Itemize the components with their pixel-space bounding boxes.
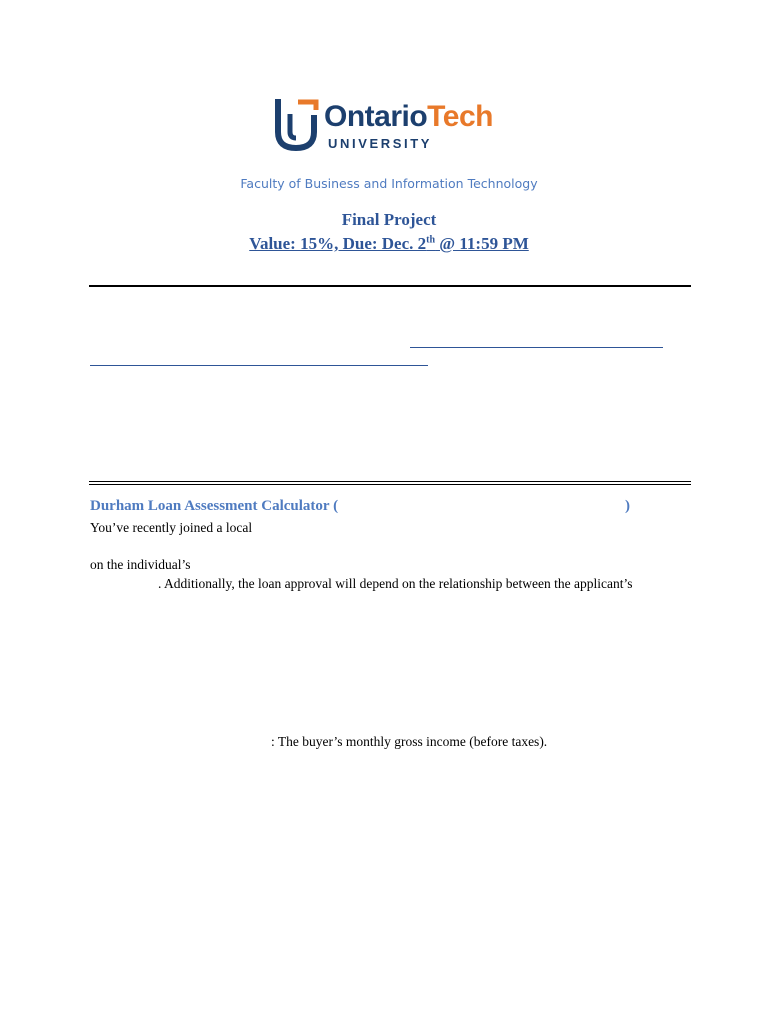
logo-mark-icon bbox=[272, 98, 322, 154]
section-heading-close: ) bbox=[625, 498, 630, 514]
section-heading: Durham Loan Assessment Calculator ( bbox=[90, 498, 339, 514]
value-due-prefix: Value: 15%, Due: Dec. 2 bbox=[249, 234, 427, 253]
value-due-suffix: @ 11:59 PM bbox=[435, 234, 529, 253]
project-title: Final Project bbox=[341, 210, 437, 229]
logo-subtitle: UNIVERSITY bbox=[328, 136, 433, 151]
logo-brand-part2: Tech bbox=[427, 100, 493, 133]
divider-double-upper bbox=[89, 481, 691, 482]
value-due-line bbox=[0, 234, 768, 254]
divider-top bbox=[89, 285, 691, 287]
paragraph-individual: on the individual’s bbox=[90, 557, 191, 572]
date-ordinal-suffix: th bbox=[426, 234, 436, 246]
logo-brand-part1: Ontario bbox=[324, 100, 428, 133]
paragraph-intro: You’ve recently joined a local bbox=[90, 520, 253, 535]
value-due-text bbox=[249, 234, 529, 253]
paragraph-gross-income: : The buyer’s monthly gross income (before taxes). bbox=[271, 734, 548, 749]
faculty-name: Faculty of Business and Information Technology bbox=[240, 176, 538, 191]
hyperlink-underline-1[interactable] bbox=[410, 347, 663, 348]
logo-wordmark bbox=[324, 100, 493, 134]
paragraph-loan-approval: . Additionally, the loan approval will depend on the relationship between the applicant’s bbox=[158, 576, 633, 591]
divider-double-lower bbox=[89, 484, 691, 485]
ontario-tech-logo bbox=[272, 96, 512, 156]
hyperlink-underline-2[interactable] bbox=[90, 365, 428, 366]
